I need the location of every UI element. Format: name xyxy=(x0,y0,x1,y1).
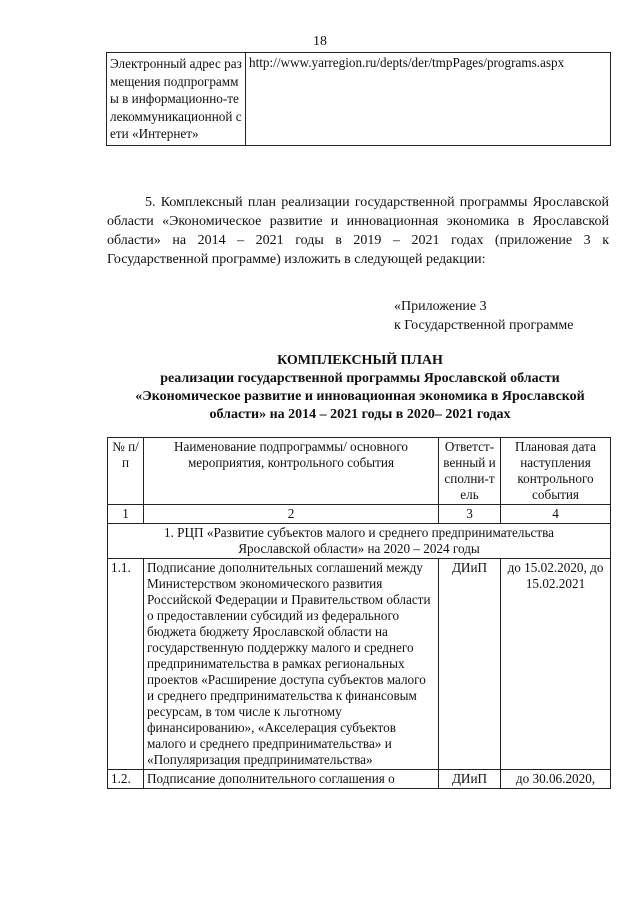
row-resp: ДИиП xyxy=(439,770,501,789)
row-date: до 15.02.2020, до 15.02.2021 xyxy=(501,559,611,770)
header-name: Наименование подпрограммы/ основного мероприятия, контрольного события xyxy=(144,438,439,505)
amendment-paragraph: 5. Комплексный план реализации государственной программы Ярославской области «Экономическое развитие и инновационная экономика в Ярославской области» на 2014 – 2021 годы в 2019 – 2021 годах (приложение 3 к Государственной программе) изложить в следующей редакции: xyxy=(107,195,609,267)
appendix-note xyxy=(394,297,573,335)
address-label: Электронный адрес размещения подпрограммы в информационно-телекоммуникационной сети «Интернет» xyxy=(107,53,246,146)
page-number: 18 xyxy=(313,34,327,49)
row-num: 1.2. xyxy=(108,770,144,789)
header-date: Плановая дата наступления контрольного события xyxy=(501,438,611,505)
title-line-2: реализации государственной программы Ярославской области xyxy=(160,371,560,386)
table-row xyxy=(108,559,611,770)
row-num: 1.1. xyxy=(108,559,144,770)
plan-table xyxy=(107,437,611,789)
plan-title xyxy=(100,352,620,424)
col-number-3: 3 xyxy=(439,505,501,524)
column-number-row xyxy=(108,505,611,524)
table-row xyxy=(108,770,611,789)
col-number-4: 4 xyxy=(501,505,611,524)
title-line-3: «Экономическое развитие и инновационная экономика в Ярославской xyxy=(135,389,585,404)
header-resp: Ответст-венный исполни-тель xyxy=(439,438,501,505)
appendix-line-1: «Приложение 3 xyxy=(394,299,487,314)
col-number-2: 2 xyxy=(144,505,439,524)
row-name: Подписание дополнительного соглашения о xyxy=(144,770,439,789)
section-row xyxy=(108,524,611,559)
col-number-1: 1 xyxy=(108,505,144,524)
appendix-line-2: к Государственной программе xyxy=(394,318,574,333)
row-name: Подписание дополнительных соглашений между Министерством экономического развития Российской Федерации и Правительством области о предоставлении субсидий из федерального бюджета бюджету Ярославской области на государственную поддержку малого и среднего предпринимательства в рамках региональных проектов «Расширение доступа субъектов малого и среднего предпринимательства к финансовым ресурсам, в том числе к льготному финансированию», «Акселерация субъектов малого и среднего предпринимательства» и «Популяризация предпринимательства» xyxy=(144,559,439,770)
header-num: № п/п xyxy=(108,438,144,505)
address-url: http://www.yarregion.ru/depts/der/tmpPages/programs.aspx xyxy=(246,53,611,146)
title-line-1: КОМПЛЕКСНЫЙ ПЛАН xyxy=(277,353,443,368)
address-table xyxy=(106,52,611,146)
row-date: до 30.06.2020, xyxy=(501,770,611,789)
section-title: 1. РЦП «Развитие субъектов малого и среднего предпринимательства Ярославской области» на 2020 – 2024 годы xyxy=(108,524,611,559)
address-row xyxy=(107,53,611,146)
title-line-4: области» на 2014 – 2021 годы в 2020– 2021 годах xyxy=(209,407,511,422)
header-row xyxy=(108,438,611,505)
row-resp: ДИиП xyxy=(439,559,501,770)
